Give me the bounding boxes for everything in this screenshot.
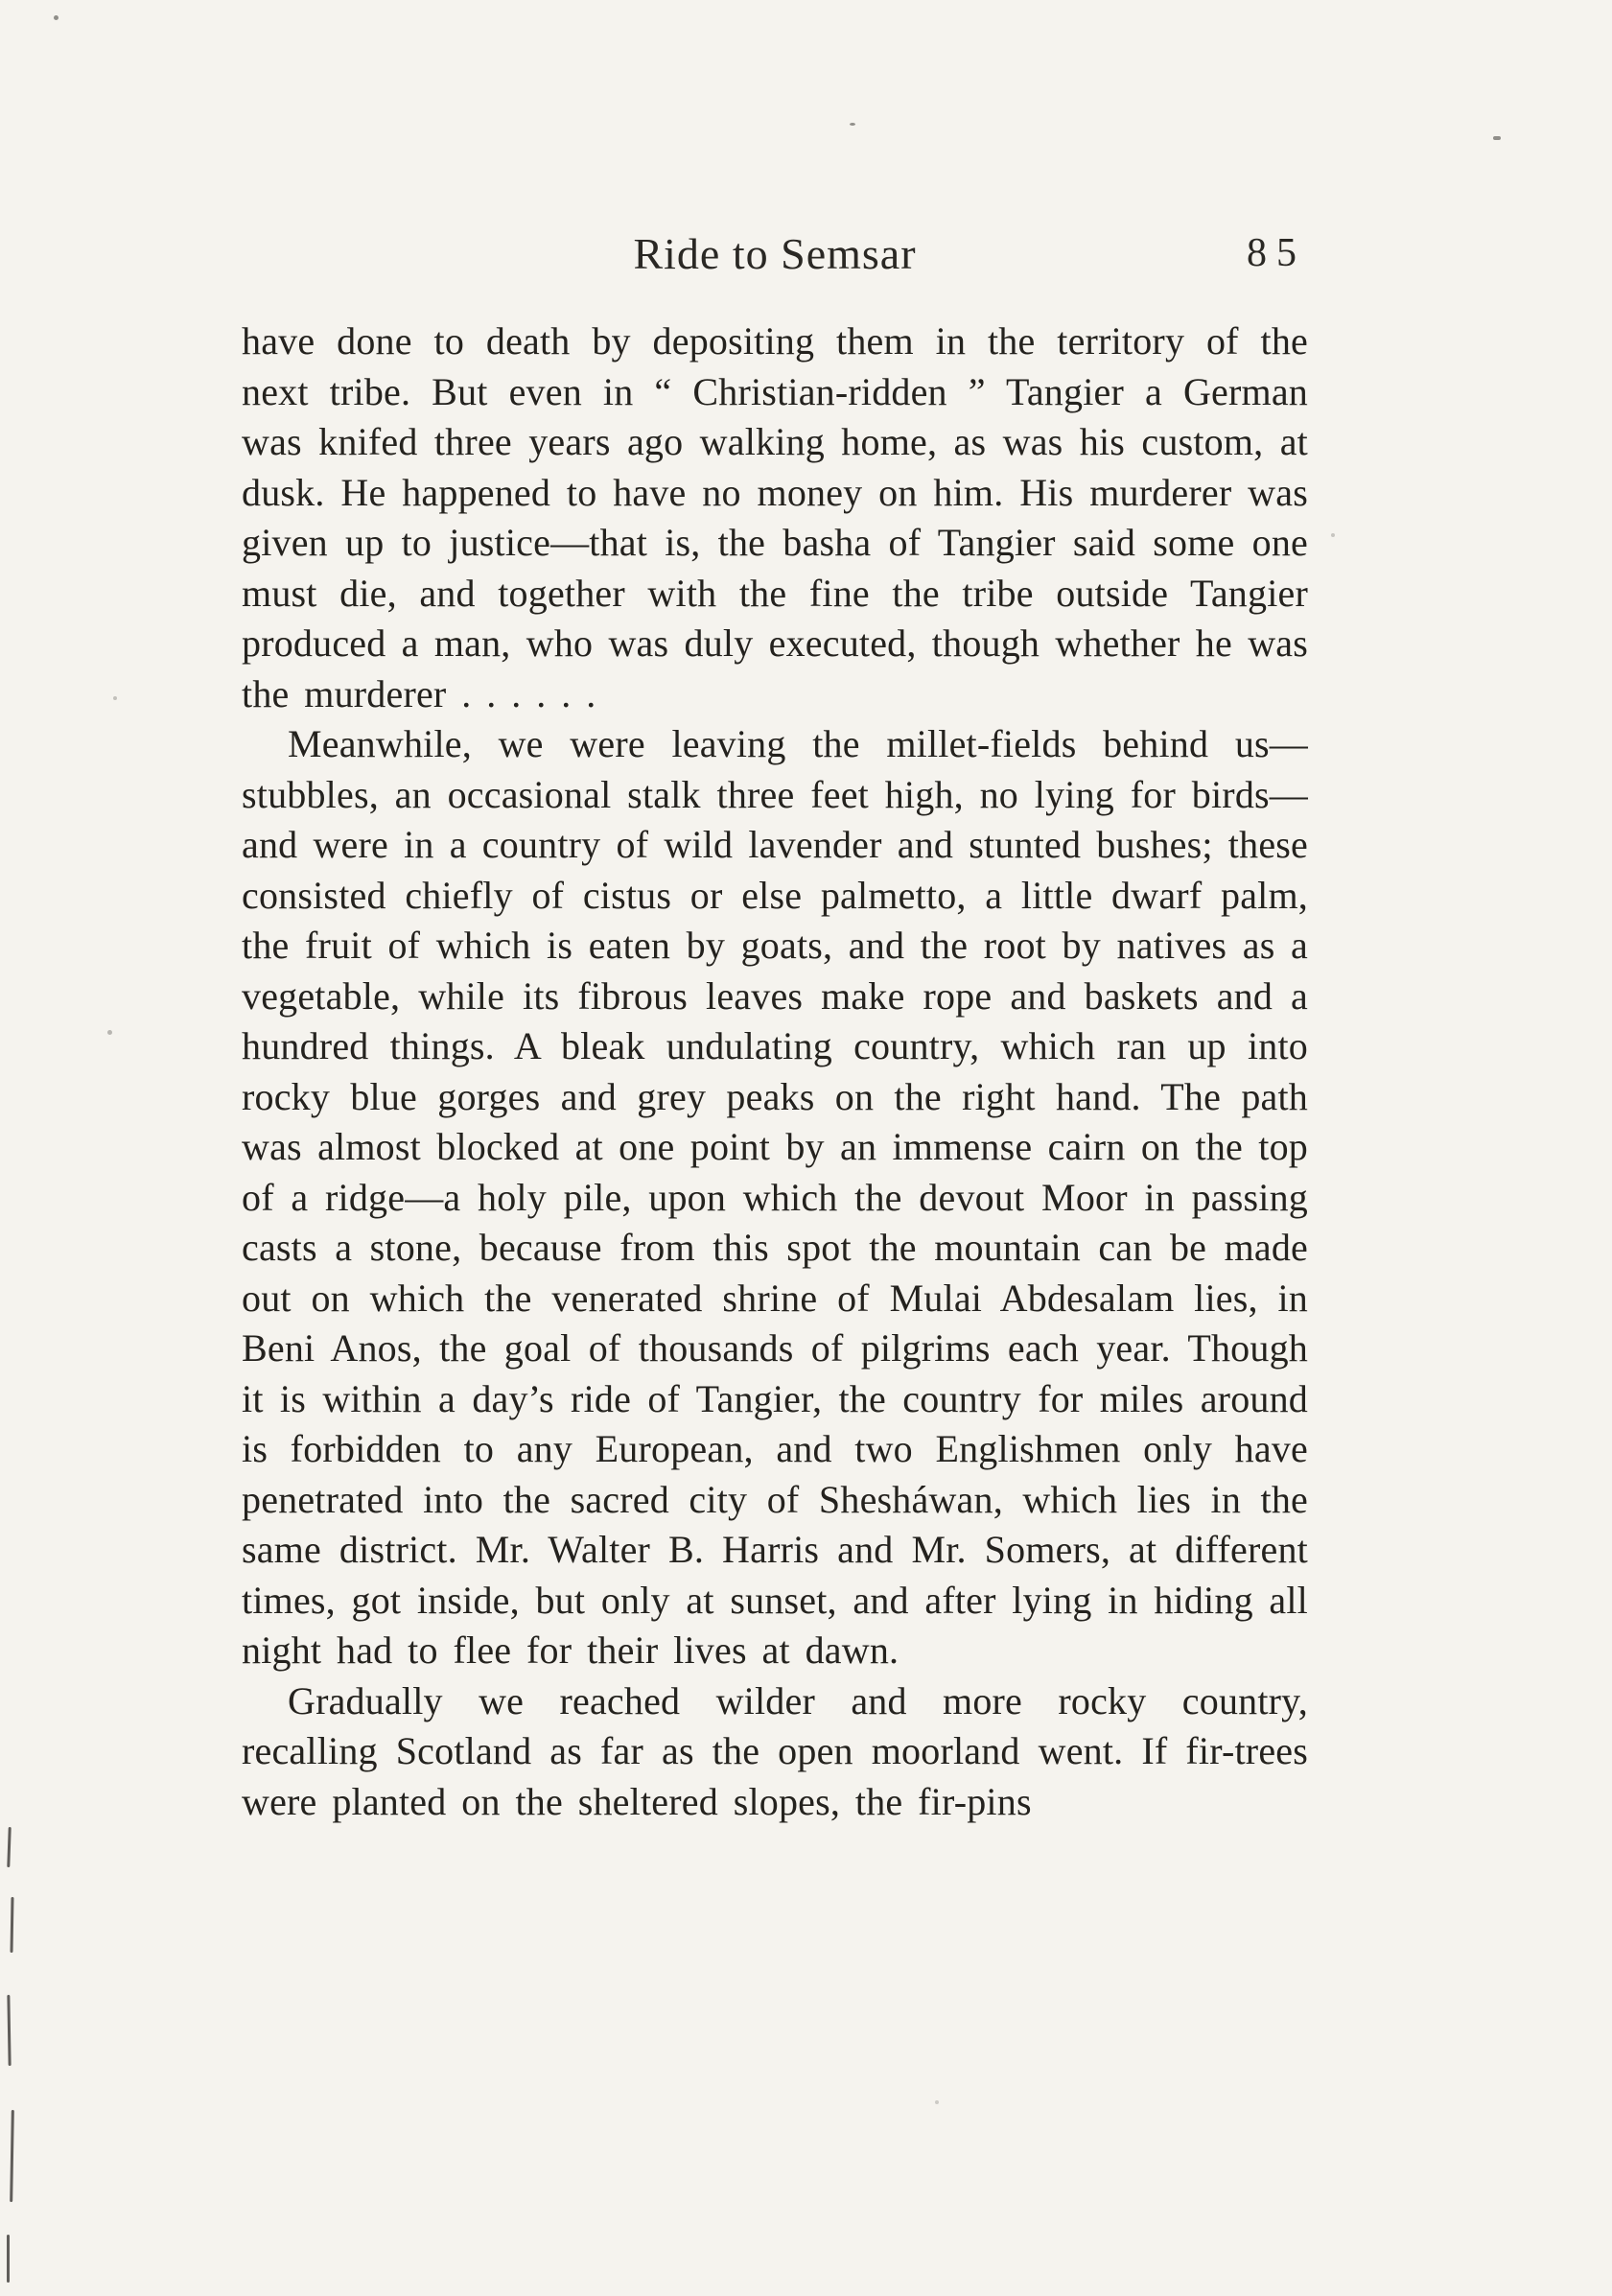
scan-artifact <box>10 2110 14 2202</box>
page-header <box>242 228 1308 286</box>
body-text-block <box>242 316 1308 1827</box>
running-head-title: Ride to Semsar <box>633 229 917 278</box>
scan-speck <box>54 15 58 20</box>
paragraph: have done to death by depositing them in the territory of the next tribe. But even in “ Christian-ridden ” Tangier a German was knifed three years ago walking home, as was his custom, at dusk. He happened to have no money on him. His murderer was given up to justice—that is, the basha of Tangier said some one must die, and together with the fine the tribe outside Tangier produced a man, who was duly executed, though whether he was the murderer . . . . . . <box>242 319 1308 715</box>
scan-artifact <box>7 1995 11 2066</box>
scan-speck <box>107 1030 112 1035</box>
scan-speck <box>113 696 117 700</box>
page-number: 85 <box>1247 231 1306 275</box>
paragraph: Meanwhile, we were leaving the millet-fields behind us—stubbles, an occasional stalk three feet high, no lying for birds—and were in a country of wild lavender and stunted bushes; these consisted chiefly of cistus or else palmetto, a little dwarf palm, the fruit of which is eaten by goats, and the root by natives as a vegetable, while its fibrous leaves make rope and baskets and a hundred things. A bleak undulating country, which ran up into rocky blue gorges and grey peaks on the right hand. The path was almost blocked at one point by an immense cairn on the top of a ridge—a holy pile, upon which the devout Moor in passing casts a stone, because from this spot the mountain can be made out on which the venerated shrine of Mulai Abdesalam lies, in Beni Anos, the goal of thousands of pilgrims each year. Though it is within a day’s ride of Tangier, the country for miles around is forbidden to any European, and two Englishmen only have penetrated into the sacred city of Shesháwan, which lies in the same district. Mr. Walter B. Harris and Mr. Somers, at different times, got inside, but only at sunset, and after lying in hiding all night had to flee for their lives at dawn. <box>242 722 1308 1672</box>
scan-speck <box>1331 533 1335 537</box>
scan-speck <box>850 123 855 126</box>
scan-artifact <box>10 1897 13 1953</box>
paragraph: Gradually we reached wilder and more rocky country, recalling Scotland as far as the open moorland went. If fir-trees were planted on the sheltered slopes, the fir-pins <box>242 1678 1308 1823</box>
scan-speck <box>935 2100 939 2104</box>
scan-artifact <box>7 1827 11 1867</box>
scan-speck <box>1493 136 1501 140</box>
scan-artifact <box>7 2235 10 2283</box>
